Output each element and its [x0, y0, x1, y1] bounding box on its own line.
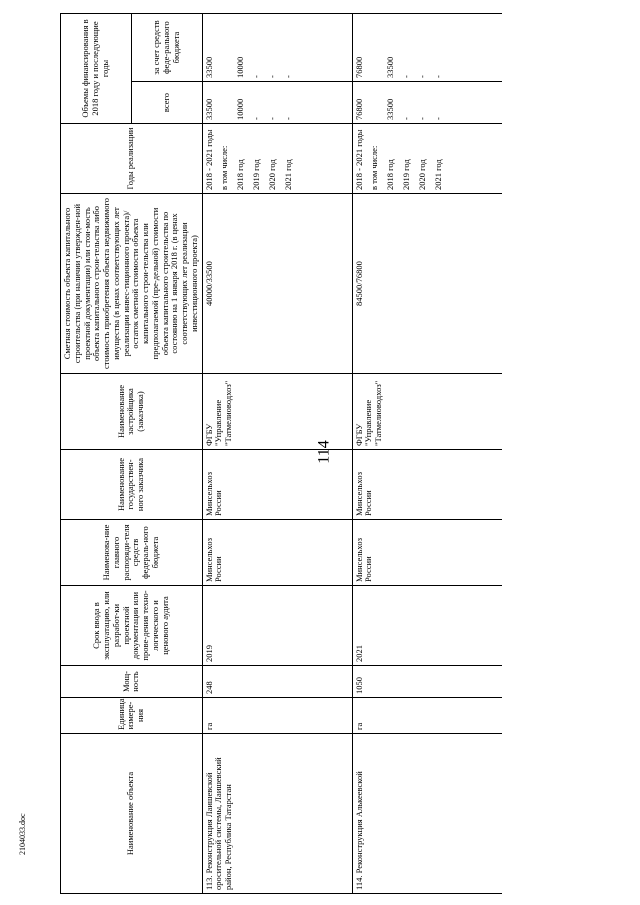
header-developer: Наименование застройщика (заказчика): [61, 374, 203, 450]
row-main-manager: Минсельхоз России: [352, 520, 502, 586]
row-federal-value: -: [432, 75, 443, 78]
header-capacity: Мощ-ность: [61, 666, 203, 698]
row-total-value: [370, 85, 380, 120]
row-years-incl: в том числе:: [369, 145, 380, 190]
row-developer: ФГБУ "Управление "Татмелиоводхоз": [352, 374, 502, 450]
row-federal-value: -: [416, 75, 427, 78]
row-federal-value: 33500: [385, 56, 396, 78]
row-main-manager: Минсельхоз России: [202, 520, 352, 586]
row-years-range: 2018 - 2021 годы: [203, 129, 214, 190]
row-federal-value: -: [282, 75, 293, 78]
row-deadline: 2019: [202, 586, 352, 666]
row-years-incl: в том числе:: [219, 145, 230, 190]
row-total-value: -: [401, 117, 412, 120]
row-federal-value: [220, 17, 230, 78]
row-estimated-cost: 40000/33500: [202, 194, 352, 374]
row-federal-value: -: [251, 75, 262, 78]
row-total: [202, 82, 352, 124]
rotated-table-wrapper: [60, 14, 605, 894]
header-row: [61, 14, 132, 894]
row-object-cell: [202, 734, 352, 894]
row-state-customer: Минсельхоз России: [352, 450, 502, 520]
row-total-value: -: [282, 117, 293, 120]
row-developer: ФГБУ "Управление "Татмелиоводхоз": [202, 374, 352, 450]
row-total-value: -: [266, 117, 277, 120]
row-unit: га: [202, 698, 352, 734]
row-object-name: Реконструкция Алькеевской: [353, 771, 364, 874]
header-federal: за счет средств феде-рального бюджета: [131, 14, 202, 82]
row-object-name: Реконструкция Лаишевской оросительной системы, Лаишевский район, Республика Татарстан: [203, 757, 234, 890]
row-federal-value: 76800: [353, 56, 364, 78]
row-year: 2018 год: [385, 159, 396, 190]
row-federal-value: 33500: [203, 56, 214, 78]
row-total-value: [220, 85, 230, 120]
row-year: 2019 год: [251, 159, 262, 190]
row-object-cell: [352, 734, 502, 894]
header-main-manager: Наименова-ние главного распоряди-теля средств федераль-ного бюджета: [61, 520, 203, 586]
row-total: [352, 82, 502, 124]
table-row: [352, 14, 502, 894]
row-federal-value: -: [266, 75, 277, 78]
row-federal-value: -: [401, 75, 412, 78]
row-total-value: 33500: [203, 98, 214, 120]
row-years: [352, 124, 502, 194]
row-capacity: 248: [202, 666, 352, 698]
row-years: [202, 124, 352, 194]
row-number: 114.: [353, 875, 364, 890]
header-years: Годы реализации: [61, 124, 203, 194]
row-capacity: 1050: [352, 666, 502, 698]
investment-table: [60, 13, 502, 894]
row-federal: [202, 14, 352, 82]
header-estimated-cost: Сметная стоимость объекта капитального строительства (при наличии утвержден-ной проектной документации) или стои-мость объекта капитального строи-тельства либо стоимость приобретения объекта недвижимого имущества (в ценах соответствующих лет реализации инвес-тиционного проекта)/остаток сметной стоимости объекта капитального строи-тельства или предполагаемой (пре-дельной) стоимости объекта капитального строительства по состоянию на 1 января 2018 г. (в ценах соответствующих лет реализации инвестиционного проекта): [61, 194, 203, 374]
row-total-value: -: [432, 117, 443, 120]
row-total-value: 76800: [353, 98, 364, 120]
row-federal-value: [370, 17, 380, 78]
row-state-customer: Минсельхоз России: [202, 450, 352, 520]
row-unit: га: [352, 698, 502, 734]
row-estimated-cost: 84500/76800: [352, 194, 502, 374]
row-year: 2020 год: [416, 159, 427, 190]
row-federal-value: 10000: [235, 56, 246, 78]
row-year: 2021 год: [432, 159, 443, 190]
row-year: 2018 год: [235, 159, 246, 190]
header-unit: Единица измере-ния: [61, 698, 203, 734]
row-total-value: -: [416, 117, 427, 120]
header-funding: Объемы финансирования в 2018 году и последующие годы: [61, 14, 132, 124]
row-federal: [352, 14, 502, 82]
row-year: 2020 год: [266, 159, 277, 190]
row-number: 113.: [203, 875, 214, 890]
row-total-value: -: [251, 117, 262, 120]
row-total-value: 10000: [235, 98, 246, 120]
table-row: [202, 14, 352, 894]
page-number: 114: [315, 440, 333, 464]
header-state-customer: Наименование государствен-ного заказчика: [61, 450, 203, 520]
row-year: 2021 год: [282, 159, 293, 190]
row-total-value: 33500: [385, 98, 396, 120]
row-deadline: 2021: [352, 586, 502, 666]
header-total: всего: [131, 82, 202, 124]
row-years-range: 2018 - 2021 годы: [353, 129, 364, 190]
header-deadline: Срок ввода в эксплуатацию, или разработ-ки проектной документации или прове-дения техно-логического и ценового аудита: [61, 586, 203, 666]
row-year: 2019 год: [401, 159, 412, 190]
header-object-name: Наименование объекта: [61, 734, 203, 894]
document-footer: 2104033.doc: [18, 813, 27, 855]
